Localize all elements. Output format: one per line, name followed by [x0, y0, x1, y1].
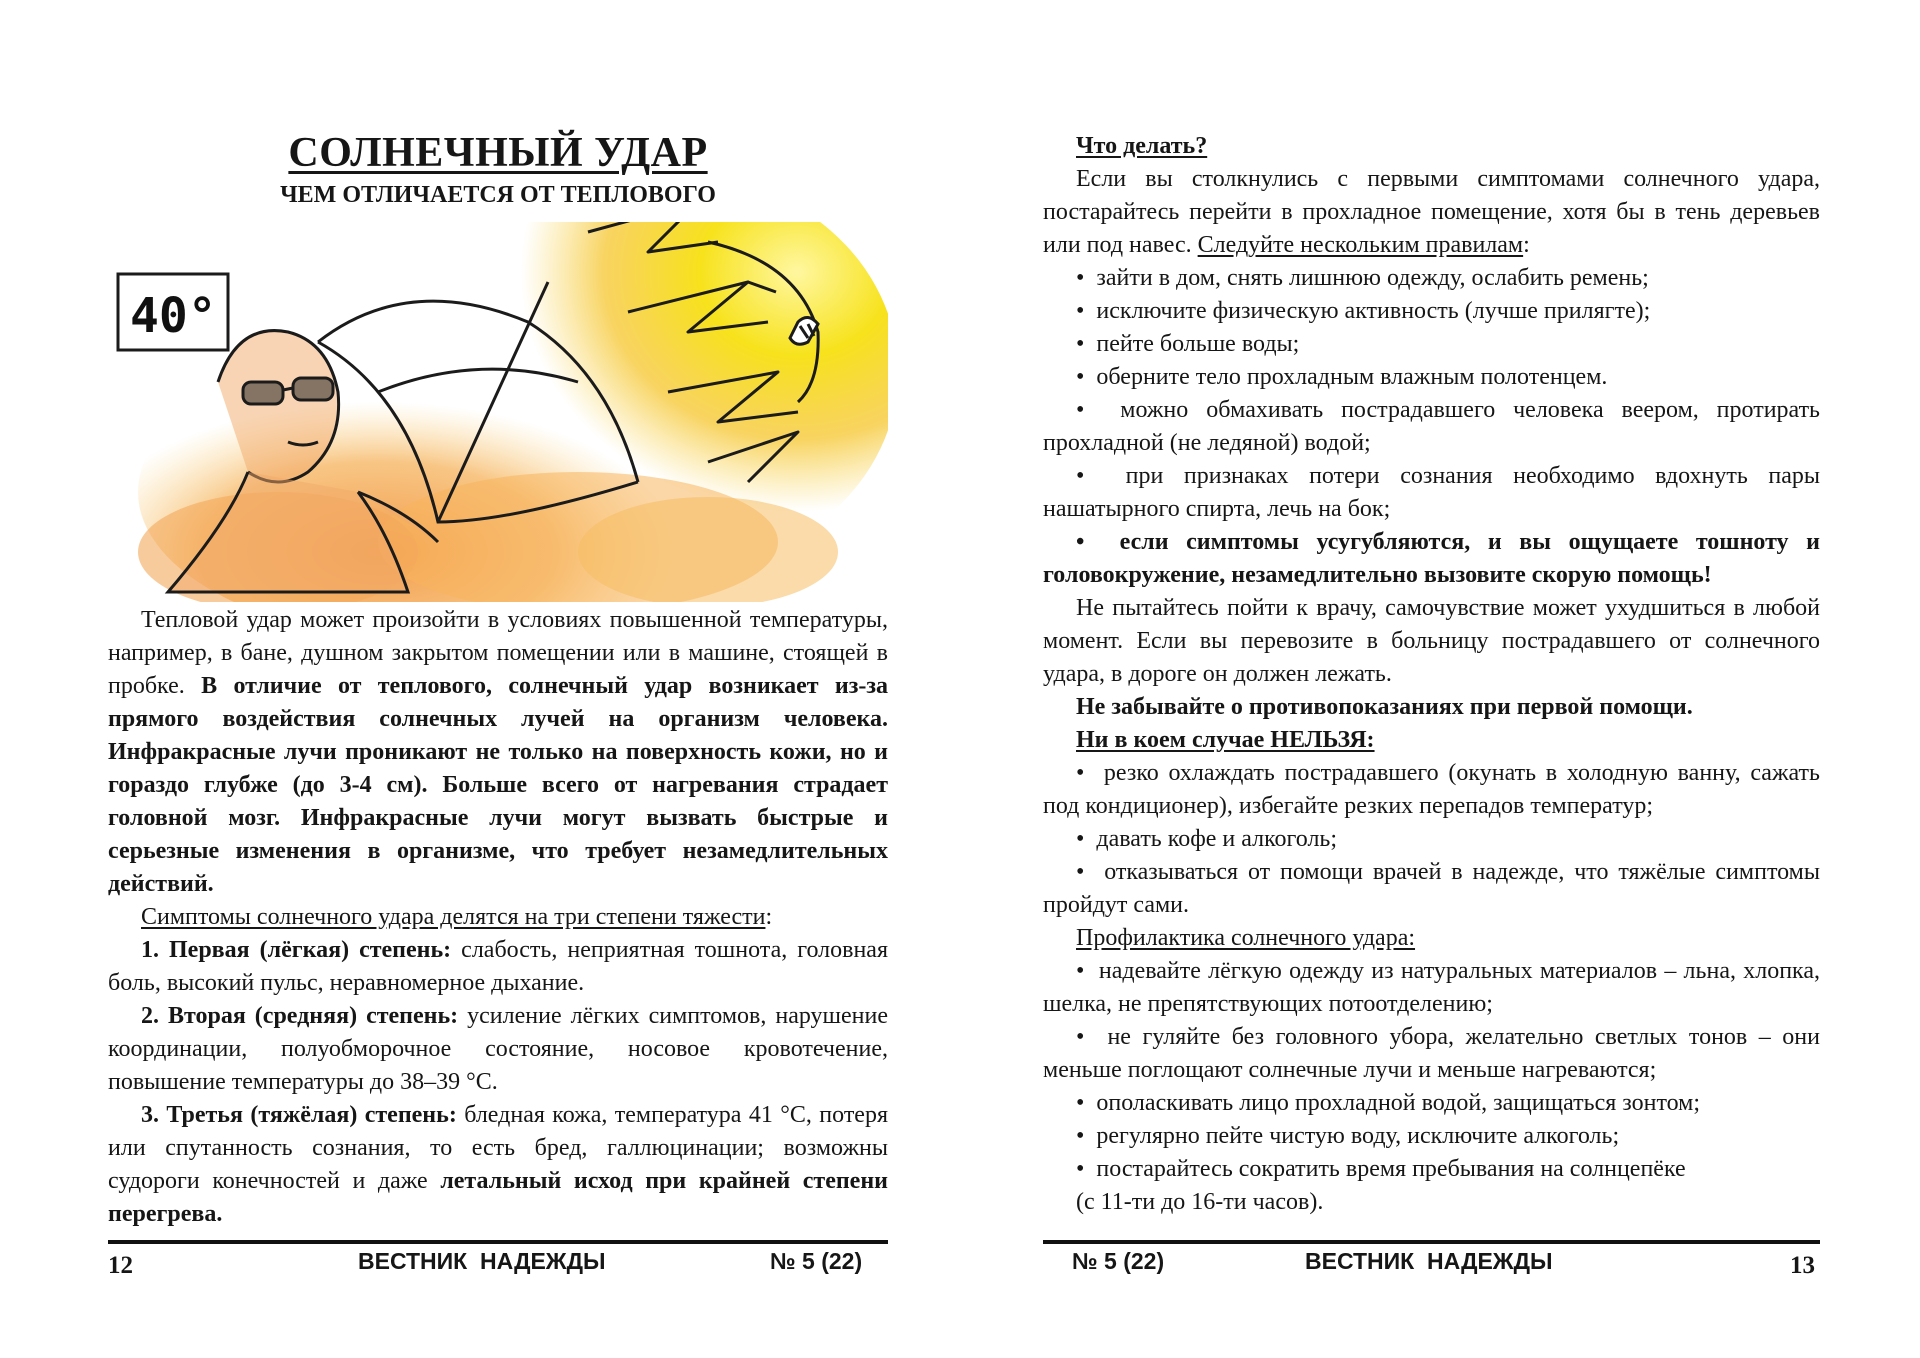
what-to-do-heading: Что делать?: [1076, 133, 1208, 159]
left-page-number: 12: [108, 1252, 133, 1279]
thermometer-sign: [118, 274, 228, 350]
prevention-heading: Профилактика солнечного удара:: [1076, 925, 1416, 951]
never-heading: Ни в коем случае НЕЛЬЗЯ:: [1076, 727, 1375, 753]
rule-item: • можно обмахивать пострадавшего человека веером, протирать прохладной (не ледяной) водой;: [1043, 397, 1820, 456]
prevention-item: • постарайтесь сократить время пребывания на солнцепёке: [1076, 1156, 1686, 1182]
intro-paragraph: Тепловой удар может произойти в условиях повышенной температуры, например, в бане, душном закрытом помещении или в машине, стоящей в пробке. В отличие от теплового, солнечный удар возникает из-за прямого воздействия солнечных лучей на организм человека. Инфракрасные лучи проникают не только на поверхность кожи, но и гораздо глубже (до 3-4 см). Больше всего от нагревания страдает головной мозг. Инфракрасные лучи могут вызвать быстрые и серьезные изменения в организме, что требует незамедлительных действий.: [108, 607, 888, 897]
rule-item: • пейте больше воды;: [1076, 331, 1300, 357]
right-issue-number: № 5 (22): [1072, 1248, 1165, 1274]
prevention-item: • не гуляйте без головного убора, желательно светлых тонов – они меньше поглощают солнечные лучи и меньше нагреваются;: [1043, 1024, 1820, 1083]
left-issue-number: № 5 (22): [770, 1248, 863, 1274]
rule-item: • при признаках потери сознания необходимо вдохнуть пары нашатырного спирта, лечь на бок;: [1043, 463, 1820, 522]
rule-item: • исключите физическую активность (лучше прилягте);: [1076, 298, 1651, 324]
prevention-time: (с 11-ти до 16-ти часов).: [1076, 1189, 1324, 1215]
right-footer-rule: [1043, 1240, 1820, 1244]
degree-3: 3. Третья (тяжёлая) степень: бледная кожа, температура 41 °С, потеря или спутанность сознания, то есть бред, галлюцинации; возможны судороги конечностей и даже летальный исход при крайней степени перегрева.: [108, 1102, 888, 1227]
svg-text:40°: 40°: [130, 288, 217, 344]
degree-1: 1. Первая (лёгкая) степень: слабость, неприятная тошнота, головная боль, высокий пульс, неравномерное дыхание.: [108, 937, 888, 996]
rule-item-urgent: • если симптомы усугубляются, и вы ощущаете тошноту и головокружение, незамедлительно вызовите скорую помощь!: [1043, 529, 1820, 588]
right-article-body: [1043, 130, 1820, 1219]
right-journal-name: ВЕСТНИК НАДЕЖДЫ: [1305, 1248, 1553, 1274]
degree-2: 2. Вторая (средняя) степень: усиление лёгких симптомов, нарушение координации, полуобморочное состояние, носовое кровотечение, повышение температуры до 38–39 °С.: [108, 1003, 889, 1095]
right-page-number: 13: [1790, 1252, 1815, 1279]
left-footer-rule: [108, 1240, 888, 1244]
article-subtitle: ЧЕМ ОТЛИЧАЕТСЯ ОТ ТЕПЛОВОГО: [280, 182, 716, 208]
contraindications-heading: Не забывайте о противопоказаниях при первой помощи.: [1076, 694, 1693, 720]
sunstroke-illustration: [108, 222, 888, 602]
first-aid-intro: Если вы столкнулись с первыми симптомами солнечного удара, постарайтесь перейти в прохладное помещение, хотя бы в тень деревьев или под навес. Следуйте нескольким правилам:: [1043, 166, 1820, 258]
prevention-item: • ополаскивать лицо прохладной водой, защищаться зонтом;: [1076, 1090, 1701, 1116]
left-article-body: [108, 604, 888, 1231]
never-item: • отказываться от помощи врачей в надежде, что тяжёлые симптомы пройдут сами.: [1043, 859, 1820, 918]
rule-item: • оберните тело прохладным влажным полотенцем.: [1076, 364, 1608, 390]
left-journal-name: ВЕСТНИК НАДЕЖДЫ: [358, 1248, 606, 1274]
prevention-item: • надевайте лёгкую одежду из натуральных материалов – льна, хлопка, шелка, не препятствующих потоотделению;: [1043, 958, 1820, 1017]
rule-item: • зайти в дом, снять лишнюю одежду, ослабить ремень;: [1076, 265, 1649, 291]
doctor-paragraph: Не пытайтесь пойти к врачу, самочувствие может ухудшиться в любой момент. Если вы перевозите в больницу пострадавшего от солнечного удара, в дороге он должен лежать.: [1043, 595, 1820, 687]
never-item: • резко охлаждать пострадавшего (окунать в холодную ванну, сажать под кондиционер), избегайте резких перепадов температур;: [1043, 760, 1820, 819]
never-item: • давать кофе и алкоголь;: [1076, 826, 1338, 852]
article-title: СОЛНЕЧНЫЙ УДАР: [288, 130, 708, 176]
prevention-item: • регулярно пейте чистую воду, исключите алкоголь;: [1076, 1123, 1620, 1149]
symptoms-intro: Симптомы солнечного удара делятся на три степени тяжести:: [141, 904, 773, 930]
